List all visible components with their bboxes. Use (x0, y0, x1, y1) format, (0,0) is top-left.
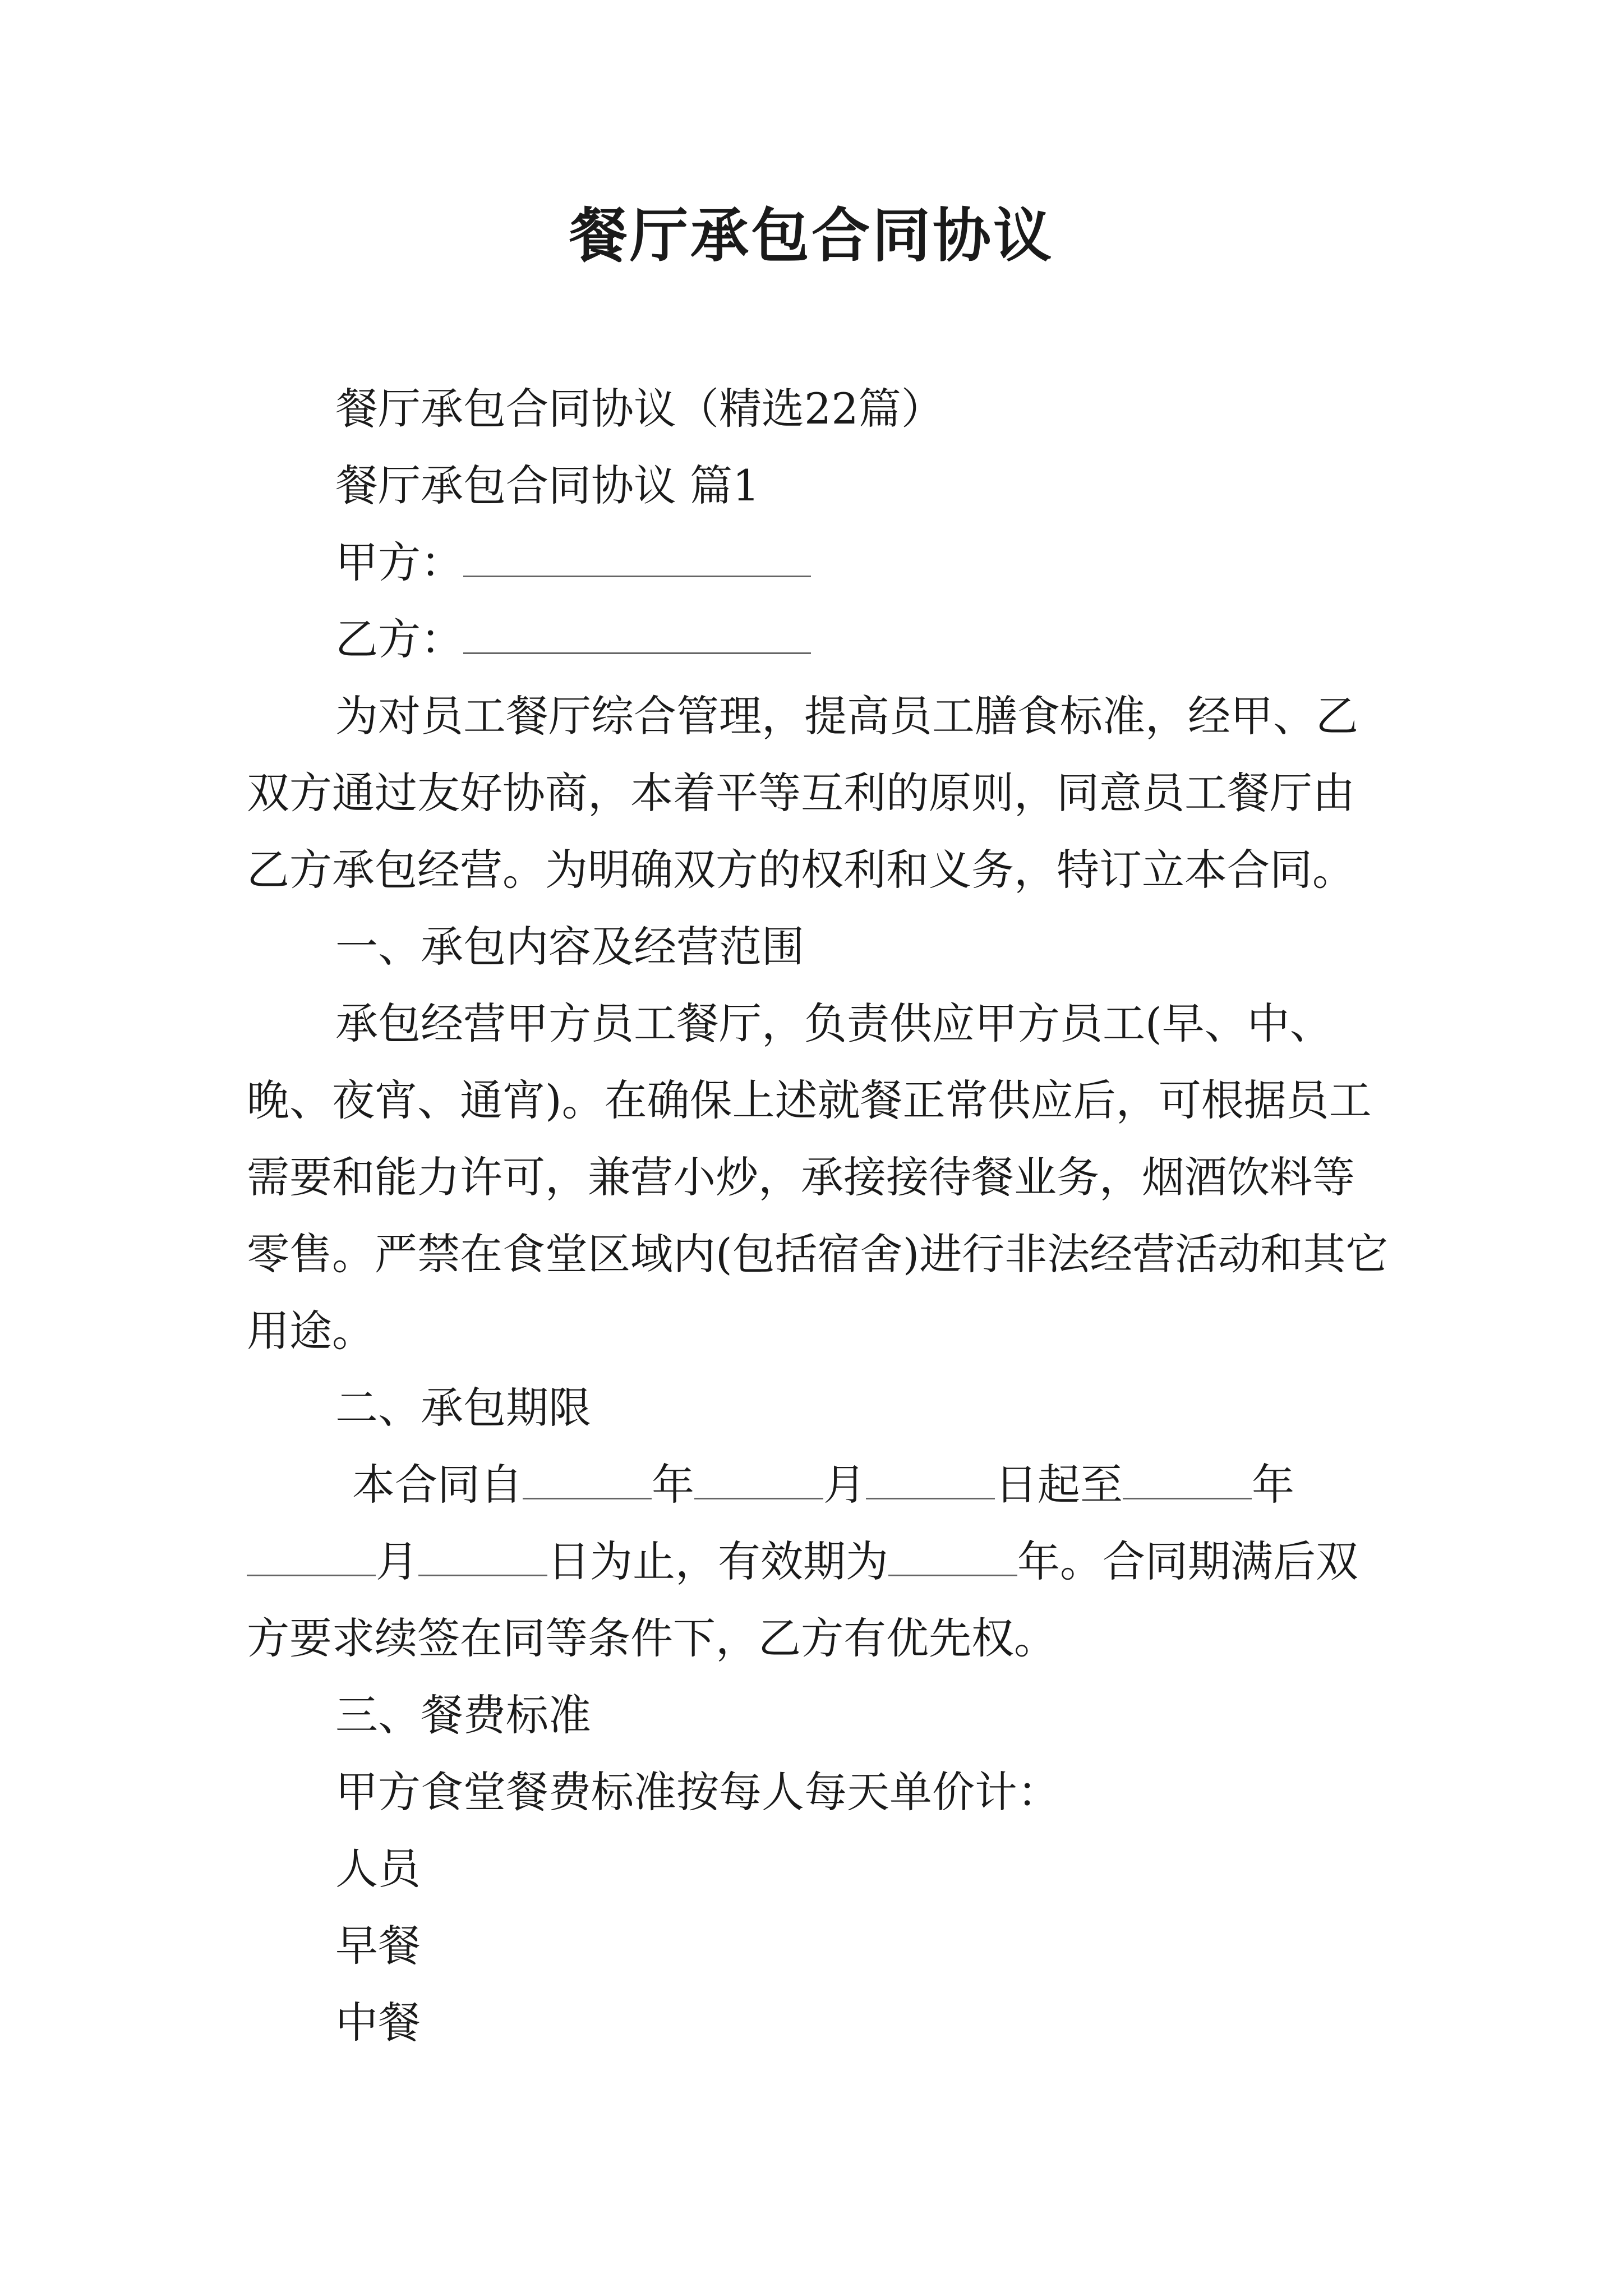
term-blank-7 (888, 1541, 1017, 1576)
party-a-label: 甲方： (335, 537, 463, 587)
scope-paragraph: 承包经营甲方员工餐厅，负责供应甲方员工(早、中、晚、夜宵、通宵)。在确保上述就餐正常供应后，可根据员工需要和能力许可，兼营小炒，承接接待餐业务，烟酒饮料等零售。严禁在食堂区域内(包括宿舍)进行非法经营活动和其它用途。 (247, 999, 1389, 1356)
intro-paragraph: 为对员工餐厅综合管理，提高员工膳食标准，经甲、乙双方通过友好协商，本着平等互利的原则，同意员工餐厅由乙方承包经营。为明确双方的权利和义务，特订立本合同。 (247, 691, 1358, 895)
document-body (247, 370, 1391, 2061)
party-a-line (247, 524, 1391, 601)
term-blank-2 (694, 1464, 823, 1499)
fee-item: 早餐 (335, 1921, 421, 1971)
document-title: 餐厅承包合同协议 (569, 201, 1054, 270)
term-blank-6 (418, 1541, 547, 1576)
term-text-6: 月 (376, 1536, 418, 1586)
term-blank-1 (523, 1464, 652, 1499)
party-a-blank (463, 542, 811, 577)
party-b-label: 乙方： (335, 614, 463, 664)
heading-term: 二、承包期限 (335, 1383, 591, 1433)
heading-scope: 一、承包内容及经营范围 (335, 922, 804, 972)
fee-paragraph: 甲方食堂餐费标准按每人每天单价计： (335, 1767, 1060, 1817)
fee-item: 人员 (335, 1844, 421, 1894)
term-text-3: 月 (823, 1460, 866, 1510)
fee-item: 中餐 (335, 1998, 421, 2047)
heading-fee: 三、餐费标准 (335, 1690, 591, 1740)
term-text-1: 本合同自 (352, 1460, 523, 1510)
term-blank-3 (866, 1464, 995, 1499)
section-title: 餐厅承包合同协议 篇1 (335, 461, 760, 510)
term-blank-4 (1123, 1464, 1252, 1499)
party-b-blank (463, 619, 811, 654)
term-blank-5 (247, 1541, 376, 1576)
term-text-7: 日为止，有效期为 (547, 1536, 888, 1586)
term-text-4: 日起至 (995, 1460, 1123, 1510)
term-text-8: 年。合同期满后双方要求续签在同等条件下，乙方有优先权。 (247, 1536, 1358, 1663)
term-paragraph (247, 1446, 1391, 1677)
party-b-line (247, 601, 1391, 678)
term-text-5: 年 (1252, 1460, 1294, 1510)
subtitle: 餐厅承包合同协议（精选22篇） (335, 384, 944, 434)
term-text-2: 年 (652, 1460, 694, 1510)
